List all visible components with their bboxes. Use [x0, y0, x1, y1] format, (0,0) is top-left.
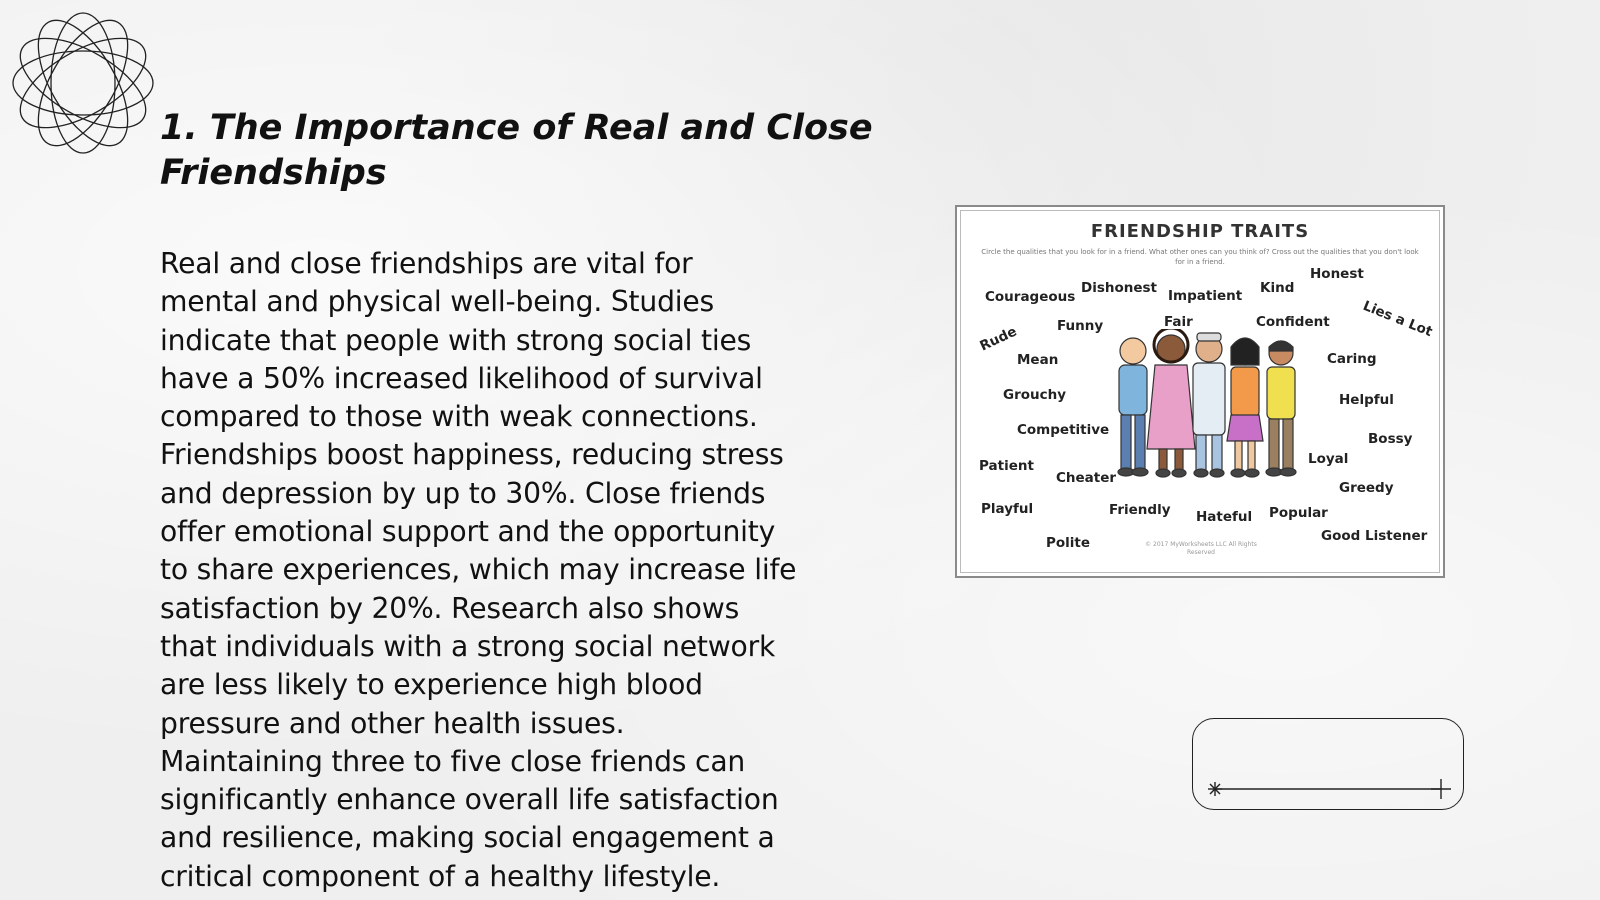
- figure-frame: [960, 210, 1440, 573]
- slide-title-line-1: 1. The Importance of Real and Close: [160, 108, 873, 148]
- body-line: satisfaction by 20%. Research also shows: [160, 591, 740, 625]
- figure-title: FRIENDSHIP TRAITS: [1090, 221, 1310, 242]
- body-line: to share experiences, which may increase life: [160, 553, 797, 587]
- trait-label: Caring: [1327, 351, 1377, 367]
- friends-group-illustration: [1111, 329, 1301, 489]
- body-line: that individuals with a strong social network: [160, 629, 776, 663]
- body-line: offer emotional support and the opportunity: [160, 515, 776, 549]
- trait-label: Impatient: [1168, 288, 1243, 304]
- trait-label: Courageous: [985, 289, 1076, 305]
- trait-label: Polite: [1046, 535, 1091, 551]
- star-line-icon: [1193, 719, 1465, 811]
- trait-label: Honest: [1310, 266, 1364, 282]
- trait-label: Grouchy: [1003, 387, 1067, 403]
- trait-label: Mean: [1017, 352, 1059, 368]
- trait-label: Kind: [1260, 280, 1295, 296]
- trait-label: Loyal: [1308, 451, 1349, 467]
- trait-label: Popular: [1269, 505, 1328, 521]
- trait-label: Lies a Lot: [1360, 297, 1435, 341]
- body-line: pressure and other health issues.: [160, 706, 625, 740]
- body-line: and resilience, making social engagement a: [160, 821, 775, 855]
- figure-footer: © 2017 MyWorksheets LLC All Rights Reserved: [1145, 541, 1257, 556]
- body-line: mental and physical well-being. Studies: [160, 285, 715, 319]
- slide-body-text: [160, 245, 850, 896]
- trait-label: Good Listener: [1321, 528, 1428, 544]
- trait-label: Funny: [1057, 318, 1104, 334]
- trait-label: Hateful: [1196, 509, 1253, 525]
- body-line: Friendships boost happiness, reducing stress: [160, 438, 784, 472]
- trait-label: Helpful: [1339, 392, 1394, 408]
- trait-label: Playful: [981, 501, 1034, 517]
- body-line: compared to those with weak connections.: [160, 400, 758, 434]
- orbit-rings-icon: [10, 10, 156, 156]
- body-line: have a 50% increased likelihood of survival: [160, 361, 763, 395]
- trait-label: Patient: [979, 458, 1034, 474]
- figure-subtitle: Circle the qualities that you look for in a friend. What other ones can you think of? Cross out the qualities that you don't look for in a friend.: [981, 248, 1419, 266]
- slide-title-line-2: Friendships: [160, 153, 387, 193]
- trait-label: Bossy: [1368, 431, 1413, 447]
- body-line: indicate that people with strong social ties: [160, 323, 752, 357]
- body-line: significantly enhance overall life satisfaction: [160, 783, 779, 817]
- trait-label: Dishonest: [1081, 280, 1158, 296]
- decorative-rounded-box: [1192, 718, 1464, 810]
- body-line: and depression by up to 30%. Close friends: [160, 476, 766, 510]
- body-line: Real and close friendships are vital for: [160, 247, 693, 280]
- trait-label: Greedy: [1339, 480, 1394, 496]
- trait-label: Fair: [1164, 314, 1193, 330]
- friendship-traits-image: [955, 205, 1445, 578]
- slide-title: [160, 106, 920, 196]
- body-line: critical component of a healthy lifestyle.: [160, 859, 721, 893]
- trait-label: Cheater: [1056, 470, 1117, 486]
- body-line: Maintaining three to five close friends can: [160, 744, 746, 778]
- trait-label: Rude: [977, 323, 1020, 355]
- body-line: are less likely to experience high blood: [160, 668, 703, 702]
- trait-label: Friendly: [1109, 502, 1171, 518]
- trait-label: Confident: [1256, 314, 1330, 330]
- trait-label: Competitive: [1017, 422, 1110, 438]
